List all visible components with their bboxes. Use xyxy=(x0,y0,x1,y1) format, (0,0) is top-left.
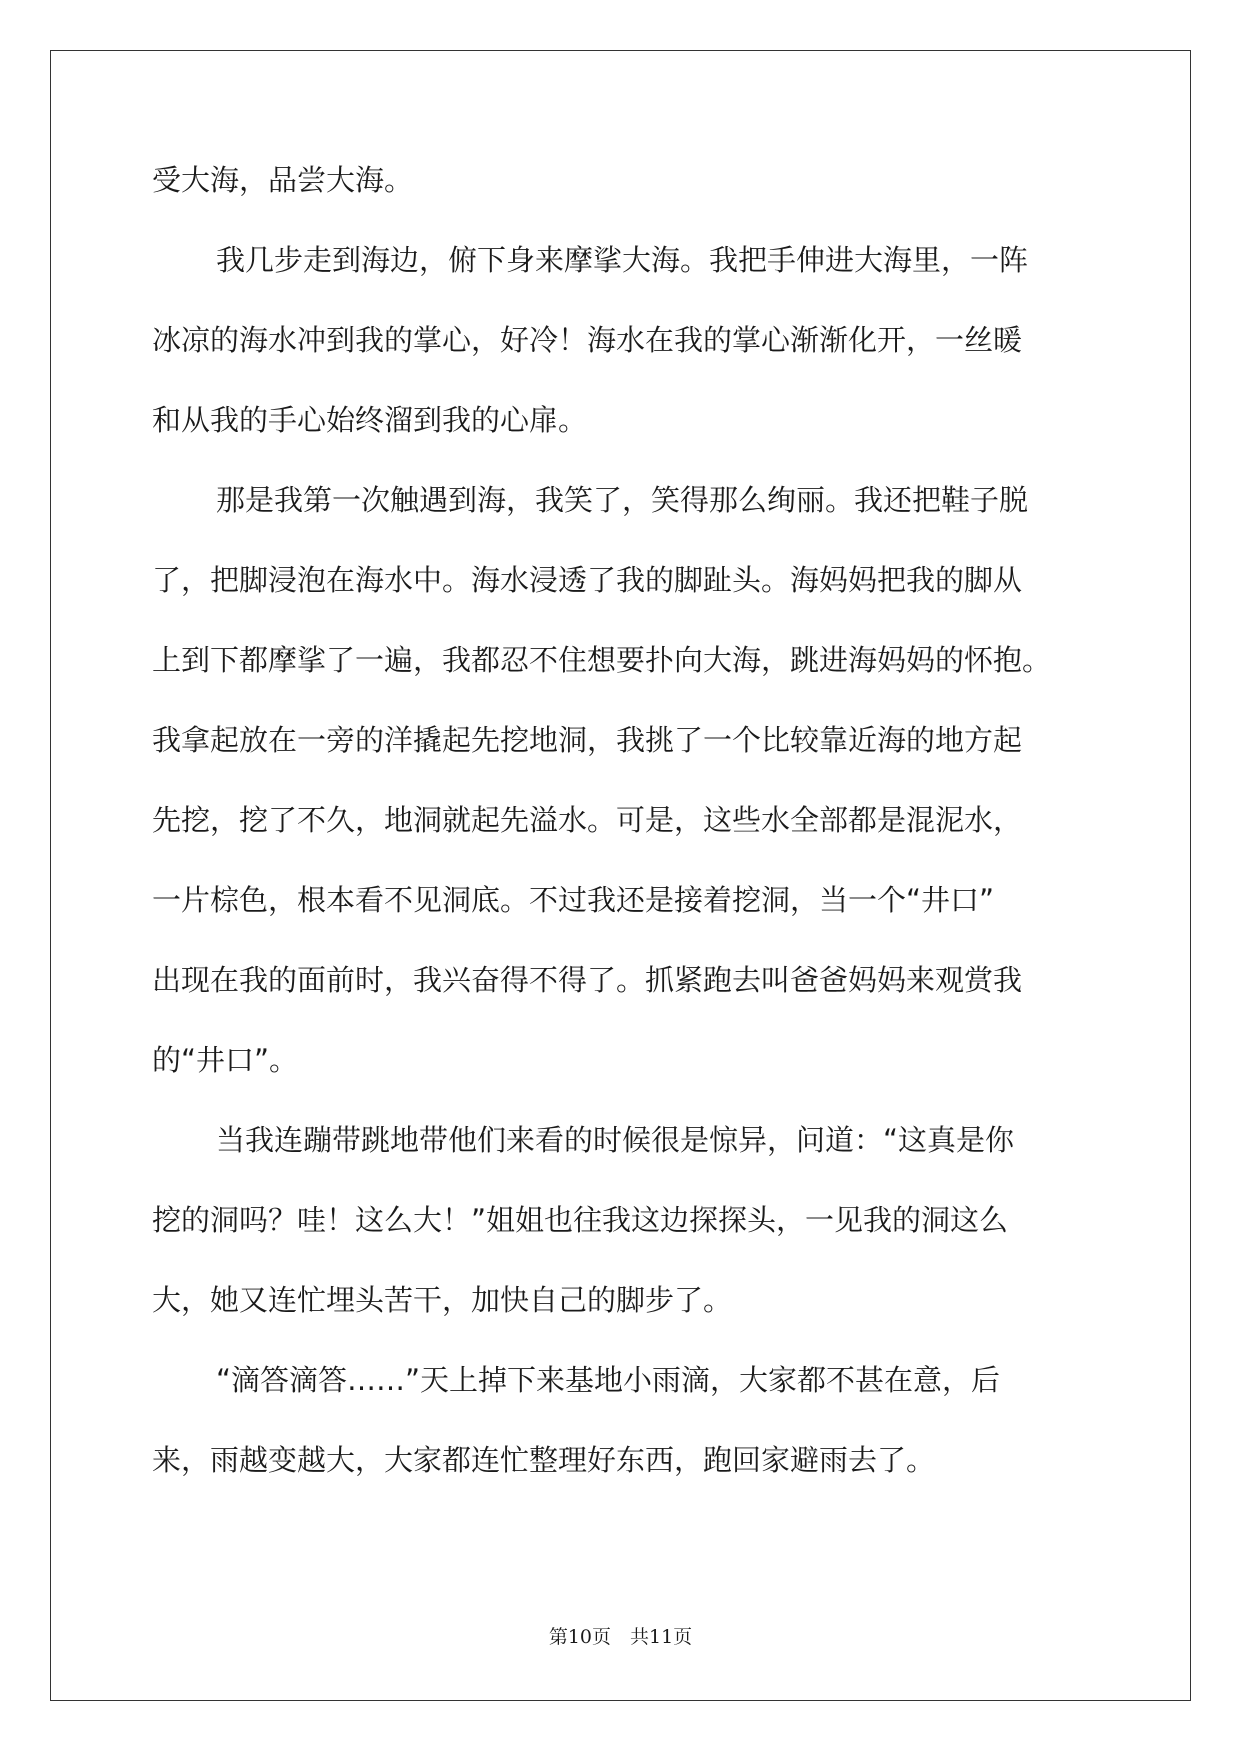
text-line: “滴答滴答……”天上掉下来基地小雨滴，大家都不甚在意，后 xyxy=(216,1363,1001,1397)
text-line: 挖的洞吗？哇！这么大！”姐姐也往我这边探探头，一见我的洞这么 xyxy=(152,1203,1009,1237)
text-line: 上到下都摩挲了一遍，我都忍不住想要扑向大海，跳进海妈妈的怀抱。 xyxy=(152,643,1052,677)
text-line: 那是我第一次触遇到海，我笑了，笑得那么绚丽。我还把鞋子脱 xyxy=(216,483,1029,517)
text-line: 和从我的手心始终溜到我的心扉。 xyxy=(152,403,588,437)
text-line: 受大海，品尝大海。 xyxy=(152,163,414,197)
text-line: 来，雨越变越大，大家都连忙整理好东西，跑回家避雨去了。 xyxy=(152,1443,936,1477)
text-line: 的“井口”。 xyxy=(152,1043,299,1077)
text-line: 我拿起放在一旁的洋撬起先挖地洞，我挑了一个比较靠近海的地方起 xyxy=(152,723,1023,757)
text-line: 我几步走到海边，俯下身来摩挲大海。我把手伸进大海里，一阵 xyxy=(216,243,1029,277)
page-number: 第10页 共11页 xyxy=(548,1626,693,1648)
text-line: 出现在我的面前时，我兴奋得不得了。抓紧跑去叫爸爸妈妈来观赏我 xyxy=(152,963,1023,997)
text-line: 当我连蹦带跳地带他们来看的时候很是惊异，问道：“这真是你 xyxy=(216,1123,1015,1157)
text-line: 大，她又连忙埋头苦干，加快自己的脚步了。 xyxy=(152,1283,733,1317)
text-line: 先挖，挖了不久，地洞就起先溢水。可是，这些水全部都是混泥水， xyxy=(152,803,1023,837)
text-line: 冰凉的海水冲到我的掌心，好冷！海水在我的掌心渐渐化开，一丝暖 xyxy=(152,323,1023,357)
text-line: 了，把脚浸泡在海水中。海水浸透了我的脚趾头。海妈妈把我的脚从 xyxy=(152,563,1023,597)
text-line: 一片棕色，根本看不见洞底。不过我还是接着挖洞，当一个“井口” xyxy=(152,883,995,917)
